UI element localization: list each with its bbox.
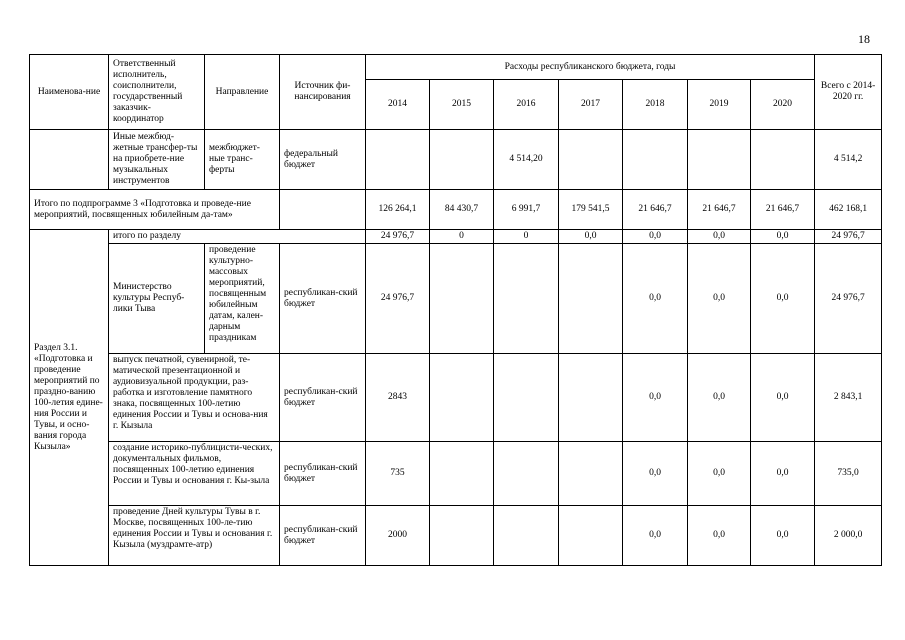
header-source: Источник фи-нансирования: [280, 55, 366, 130]
value-cell: 0,0: [688, 244, 751, 354]
row-description: создание историко-публицисти-ческих, документальных фильмов, посвященных 100-летию единения России и Тувы и основания г. Кы-зыла: [109, 442, 280, 506]
page-number: 18: [858, 32, 870, 46]
value-cell: 0,0: [688, 354, 751, 442]
header-direction: Направление: [205, 55, 280, 130]
row-executor: Иные межбюд-жетные трансфер-ты на приобрете-ние музыкальных инструментов: [109, 130, 205, 190]
value-cell: [751, 130, 815, 190]
value-cell: 21 646,7: [688, 190, 751, 230]
row-direction: межбюджет-ные транс-ферты: [205, 130, 280, 190]
row-source: республикан-ский бюджет: [280, 244, 366, 354]
value-cell: 0,0: [688, 442, 751, 506]
value-cell: [559, 130, 623, 190]
table-row-section-subtotal: [30, 230, 882, 244]
value-cell: 2000: [366, 506, 430, 566]
value-cell: 0,0: [688, 230, 751, 244]
total-cell: 24 976,7: [815, 230, 882, 244]
value-cell: 0,0: [751, 506, 815, 566]
section-name: Раздел 3.1. «Подготовка и проведение мероприятий по праздно-ванию 100-летия едине-ния России и Тувы, и осно-вания города Кызыла»: [30, 230, 109, 566]
budget-table: [29, 54, 882, 566]
value-cell: [559, 442, 623, 506]
header-row-top: [30, 55, 882, 80]
value-cell: [559, 354, 623, 442]
row-source: федеральный бюджет: [280, 130, 366, 190]
value-cell: [688, 130, 751, 190]
row-source: республикан-ский бюджет: [280, 354, 366, 442]
total-cell: 24 976,7: [815, 244, 882, 354]
value-cell: [494, 244, 559, 354]
value-cell: 21 646,7: [751, 190, 815, 230]
section-subtotal-label: итого по разделу: [109, 230, 366, 244]
value-cell: 0,0: [623, 354, 688, 442]
value-cell: 0,0: [623, 230, 688, 244]
value-cell: 4 514,20: [494, 130, 559, 190]
total-cell: 462 168,1: [815, 190, 882, 230]
table-row-transfers: [30, 130, 882, 190]
empty-cell: [30, 130, 109, 190]
table-row-section: [30, 244, 882, 354]
value-cell: 24 976,7: [366, 230, 430, 244]
value-cell: 126 264,1: [366, 190, 430, 230]
header-year: 2014: [366, 80, 430, 130]
table-row-section: [30, 442, 882, 506]
header-year: 2016: [494, 80, 559, 130]
value-cell: [430, 130, 494, 190]
value-cell: [366, 130, 430, 190]
total-cell: 4 514,2: [815, 130, 882, 190]
row-executor: Министерство культуры Респуб-лики Тыва: [109, 244, 205, 354]
value-cell: 0,0: [751, 354, 815, 442]
header-executor: Ответственный исполнитель, соисполнители, государственный заказчик-координатор: [109, 55, 205, 130]
value-cell: 21 646,7: [623, 190, 688, 230]
value-cell: 0,0: [751, 244, 815, 354]
value-cell: 2843: [366, 354, 430, 442]
header-year: 2020: [751, 80, 815, 130]
value-cell: [559, 506, 623, 566]
value-cell: [430, 506, 494, 566]
total-cell: 735,0: [815, 442, 882, 506]
value-cell: [430, 244, 494, 354]
value-cell: 0,0: [623, 244, 688, 354]
total-cell: 2 843,1: [815, 354, 882, 442]
value-cell: 0,0: [559, 230, 623, 244]
header-expenses: Расходы республиканского бюджета, годы: [366, 55, 815, 80]
header-total: Всего с 2014-2020 гг.: [815, 55, 882, 130]
row-source: республикан-ский бюджет: [280, 442, 366, 506]
table-row-section: [30, 506, 882, 566]
value-cell: 0,0: [751, 230, 815, 244]
row-source: республикан-ский бюджет: [280, 506, 366, 566]
value-cell: [494, 506, 559, 566]
value-cell: 0: [430, 230, 494, 244]
value-cell: 24 976,7: [366, 244, 430, 354]
header-year: 2019: [688, 80, 751, 130]
row-description: проведение Дней культуры Тувы в г. Москве, посвященных 100-ле-тию единения России и Тувы и основания г. Кызыла (муздрамте-атр): [109, 506, 280, 566]
value-cell: 0,0: [688, 506, 751, 566]
value-cell: 84 430,7: [430, 190, 494, 230]
value-cell: 0,0: [751, 442, 815, 506]
value-cell: [623, 130, 688, 190]
value-cell: 735: [366, 442, 430, 506]
table-row-subprogram-total: [30, 190, 882, 230]
header-year: 2018: [623, 80, 688, 130]
value-cell: 179 541,5: [559, 190, 623, 230]
table-row-section: [30, 354, 882, 442]
row-direction: проведение культурно-массовых мероприятий, посвященным юбилейным датам, кален-дарным праздникам: [205, 244, 280, 354]
header-name: Наименова-ние: [30, 55, 109, 130]
header-year: 2017: [559, 80, 623, 130]
value-cell: [494, 442, 559, 506]
value-cell: 0,0: [623, 506, 688, 566]
value-cell: 6 991,7: [494, 190, 559, 230]
total-cell: 2 000,0: [815, 506, 882, 566]
empty-cell: [280, 190, 366, 230]
row-description: выпуск печатной, сувенирной, те-матической презентационной и аудиовизуальной продукции, раз-работка и изготовление памятного знака, посвященных 100-летию единения России и Тувы и основа-ния г. Кызыла: [109, 354, 280, 442]
value-cell: [430, 442, 494, 506]
value-cell: 0,0: [623, 442, 688, 506]
value-cell: [494, 354, 559, 442]
value-cell: [430, 354, 494, 442]
value-cell: [559, 244, 623, 354]
header-year: 2015: [430, 80, 494, 130]
value-cell: 0: [494, 230, 559, 244]
subprogram-total-label: Итого по подпрограмме 3 «Подготовка и проведе-ние мероприятий, посвященных юбилейным да-там»: [30, 190, 280, 230]
